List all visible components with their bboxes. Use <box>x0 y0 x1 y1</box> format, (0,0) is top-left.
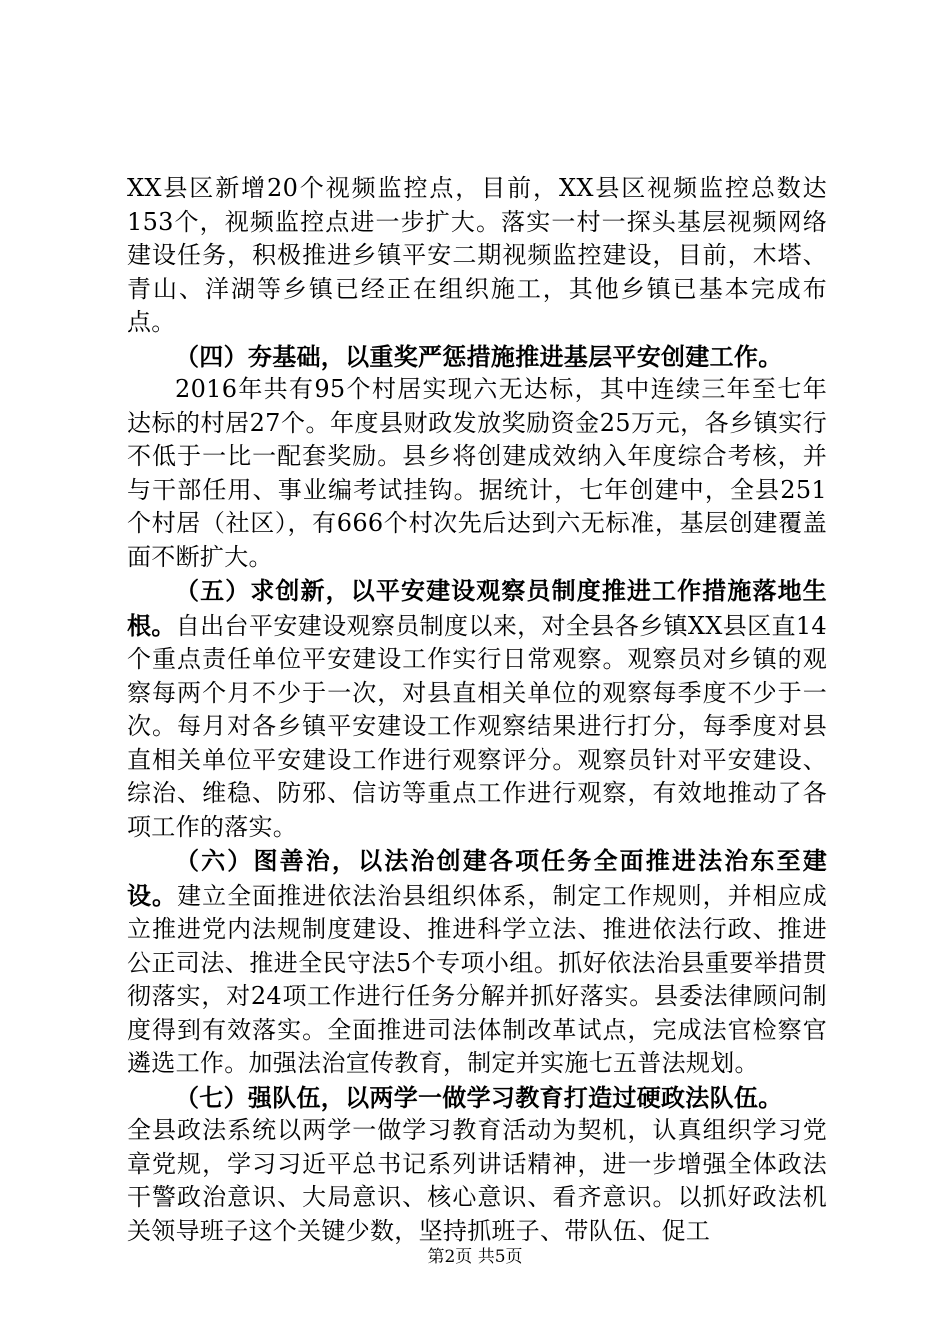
paragraph-video-surveillance: XX县区新增20个视频监控点，目前，XX县区视频监控总数达153个，视频监控点进一步扩大。落实一村一探头基层视频网络建设任务，积极推进乡镇平安二期视频监控建设，目前，木塔、青山、洋湖等乡镇已经正在组织施工，其他乡镇已基本完成布点。 <box>127 174 827 336</box>
page-number-footer: 第2页 共5页 <box>427 1247 523 1267</box>
paragraph-grassroots-safety: 2016年共有95个村居实现六无达标，其中连续三年至七年达标的村居27个。年度县财政发放奖励资金25万元，各乡镇实行不低于一比一配套奖励。县乡将创建成效纳入年度综合考核，并与干部任用、事业编考试挂钩。据统计，七年创建中，全县251个村居（社区），有666个村次先后达到六无标准，基层创建覆盖面不断扩大。 <box>127 375 827 571</box>
paragraph-observer-body: 自出台平安建设观察员制度以来，对全县各乡镇XX县区直14个重点责任单位平安建设工作实行日常观察。观察员对乡镇的观察每两个月不少于一次，对县直相关单位的观察每季度不少于一次。每月对各乡镇平安建设工作观察结果进行打分，每季度对县直相关单位平安建设工作进行观察评分。观察员针对平安建设、综治、维稳、防邪、信访等重点工作进行观察，有效地推动了各项工作的落实。 <box>127 611 828 841</box>
section-heading-6: （六）图善治，以法治创建各项任务全面推进法治东至建设。 <box>127 846 827 910</box>
section-heading-7: （七）强队伍，以两学一做学习教育打造过硬政法队伍。 <box>175 1082 783 1112</box>
document-body <box>127 172 827 1248</box>
section-heading-5: （五）求创新，以平安建设观察员制度推进工作措施落地生根。 <box>127 576 827 640</box>
paragraph-rule-of-law-body: 建立全面推进依法治县组织体系，制定工作规则，并相应成立推进党内法规制度建设、推进科学立法、推进依法行政、推进公正司法、推进全民守法5个专项小组。抓好依法治县重要举措贯彻落实，对24项工作进行任务分解并抓好落实。县委法律顾问制度得到有效落实。全面推进司法体制改革试点，完成法官检察官遴选工作。加强法治宣传教育，制定并实施七五普法规划。 <box>127 881 827 1077</box>
paragraph-team-building: 全县政法系统以两学一做学习教育活动为契机，认真组织学习党章党规，学习习近平总书记系列讲话精神，进一步增强全体政法干警政治意识、大局意识、核心意识、看齐意识。以抓好政法机关领导班子这个关键少数，坚持抓班子、带队伍、促工 <box>127 1116 827 1245</box>
section-heading-4: （四）夯基础，以重奖严惩措施推进基层平安创建工作。 <box>175 341 783 371</box>
paragraph-rule-of-law <box>127 844 827 1081</box>
paragraph-observer-system <box>127 574 827 844</box>
